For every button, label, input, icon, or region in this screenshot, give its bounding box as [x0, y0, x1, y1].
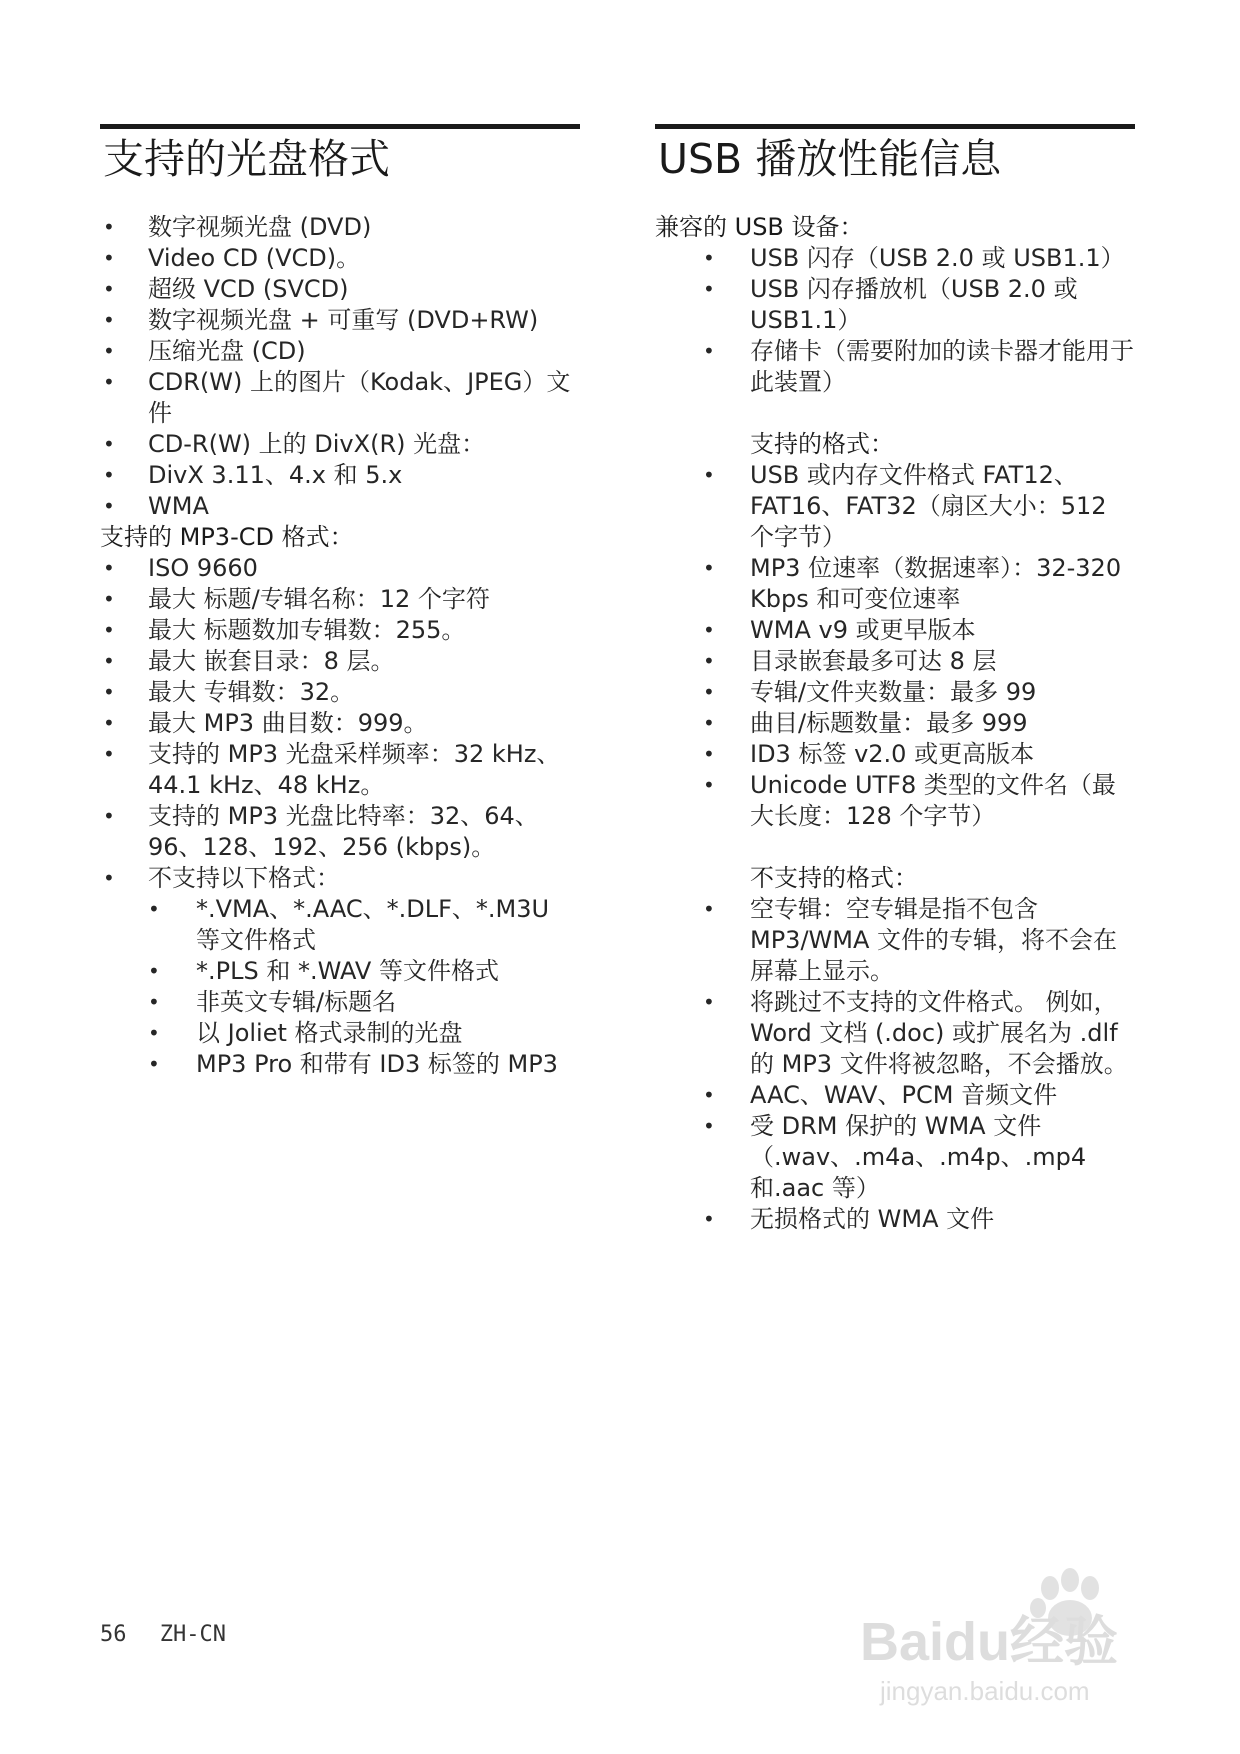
- list-item: • 空专辑：空专辑是指不包含 MP3/WMA 文件的专辑，将不会在屏幕上显示。: [655, 894, 1135, 987]
- page-footer: [100, 1622, 246, 1647]
- list-item: • WMA: [100, 491, 580, 522]
- list-item: • USB 或内存文件格式 FAT12、FAT16、FAT32（扇区大小：512 个字节）: [655, 460, 1135, 553]
- list-item: • 支持的 MP3 光盘比特率：32、64、96、128、192、256 (kbps)。: [100, 801, 580, 863]
- list-item: • *.VMA、*.AAC、*.DLF、*.M3U 等文件格式: [148, 894, 580, 956]
- language-code: ZH-CN: [159, 1622, 226, 1647]
- mp3-cd-list: [100, 553, 580, 894]
- list-item: • 压缩光盘 (CD): [100, 336, 580, 367]
- list-item: • 最大 嵌套目录：8 层。: [100, 646, 580, 677]
- list-item: • 无损格式的 WMA 文件: [655, 1204, 1135, 1235]
- page-number: 56: [100, 1622, 127, 1647]
- section-heading: 支持的光盘格式: [103, 135, 390, 183]
- list-item: • Unicode UTF8 类型的文件名（最大长度：128 个字节）: [655, 770, 1135, 832]
- watermark-url: jingyan.baidu.com: [880, 1676, 1090, 1706]
- list-item: • 曲目/标题数量：最多 999: [655, 708, 1135, 739]
- left-column: [100, 124, 580, 1080]
- supported-formats-list: [655, 460, 1135, 832]
- supported-formats-label: 支持的格式：: [750, 430, 894, 459]
- title-rule: [655, 124, 1135, 129]
- list-item: • AAC、WAV、PCM 音频文件: [655, 1080, 1135, 1111]
- list-item: • CD-R(W) 上的 DivX(R) 光盘：: [100, 429, 580, 460]
- list-item: • WMA v9 或更早版本: [655, 615, 1135, 646]
- list-item: • MP3 Pro 和带有 ID3 标签的 MP3: [148, 1049, 580, 1080]
- disc-format-list: [100, 212, 580, 522]
- compatible-devices-label: 兼容的 USB 设备：: [655, 213, 864, 242]
- list-item: • 目录嵌套最多可达 8 层: [655, 646, 1135, 677]
- list-item: • 超级 VCD (SVCD): [100, 274, 580, 305]
- list-item: • ID3 标签 v2.0 或更高版本: [655, 739, 1135, 770]
- list-item: • DivX 3.11、4.x 和 5.x: [100, 460, 580, 491]
- list-item: • 支持的 MP3 光盘采样频率：32 kHz、44.1 kHz、48 kHz。: [100, 739, 580, 801]
- compatible-devices-list: [655, 243, 1135, 398]
- list-item: • 最大 MP3 曲目数：999。: [100, 708, 580, 739]
- unsupported-format-sublist: [148, 894, 580, 1080]
- list-item: • Video CD (VCD)。: [100, 243, 580, 274]
- list-item: • USB 闪存（USB 2.0 或 USB1.1）: [655, 243, 1135, 274]
- list-item: • 最大 标题/专辑名称：12 个字符: [100, 584, 580, 615]
- mp3-cd-label: 支持的 MP3-CD 格式：: [100, 523, 354, 552]
- section-heading: USB 播放性能信息: [658, 135, 1002, 183]
- list-item: • MP3 位速率（数据速率）：32-320 Kbps 和可变位速率: [655, 553, 1135, 615]
- list-item: • 专辑/文件夹数量：最多 99: [655, 677, 1135, 708]
- list-item: • 将跳过不支持的文件格式。 例如，Word 文档 (.doc) 或扩展名为 .dlf 的 MP3 文件将被忽略，不会播放。: [655, 987, 1135, 1080]
- watermark-brand: Baidu经验: [860, 1612, 1119, 1672]
- list-item: • 不支持以下格式：: [100, 863, 580, 894]
- list-item: • 非英文专辑/标题名: [148, 987, 580, 1018]
- unsupported-formats-list: [655, 894, 1135, 1235]
- list-item: • 存储卡（需要附加的读卡器才能用于此装置）: [655, 336, 1135, 398]
- list-item: • ISO 9660: [100, 553, 580, 584]
- list-item: • 以 Joliet 格式录制的光盘: [148, 1018, 580, 1049]
- right-column: [655, 124, 1135, 1235]
- list-item: • 最大 标题数加专辑数：255。: [100, 615, 580, 646]
- unsupported-formats-label: 不支持的格式：: [750, 864, 918, 893]
- list-item: • 受 DRM 保护的 WMA 文件（.wav、.m4a、.m4p、.mp4 和.aac 等）: [655, 1111, 1135, 1204]
- title-rule: [100, 124, 580, 129]
- list-item: • 数字视频光盘 + 可重写 (DVD+RW): [100, 305, 580, 336]
- list-item: • *.PLS 和 *.WAV 等文件格式: [148, 956, 580, 987]
- list-item: • 最大 专辑数：32。: [100, 677, 580, 708]
- list-item: • USB 闪存播放机（USB 2.0 或 USB1.1）: [655, 274, 1135, 336]
- list-item: • 数字视频光盘 (DVD): [100, 212, 580, 243]
- list-item: • CDR(W) 上的图片（Kodak、JPEG）文件: [100, 367, 580, 429]
- baidu-watermark: [860, 1560, 1190, 1710]
